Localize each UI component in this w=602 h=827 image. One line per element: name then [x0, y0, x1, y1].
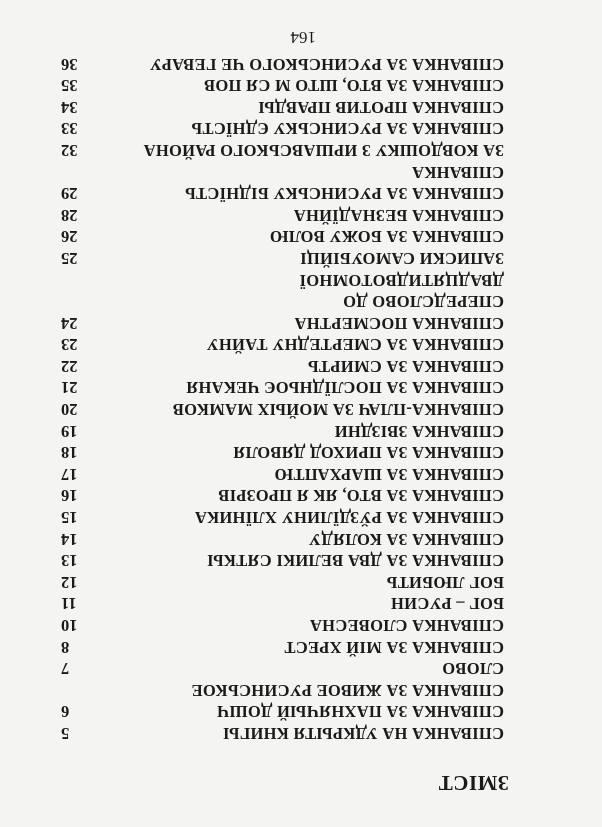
toc-entry-title: СПІВАНКА ЗВІЗДНИ: [334, 421, 504, 441]
toc-entry-page: 22: [61, 356, 78, 376]
toc-entry: [61, 355, 504, 377]
toc-entry-title: БОГ ЛЮБИТЬ: [386, 572, 504, 592]
toc-entry-page: 16: [61, 486, 78, 506]
toc-entry: [61, 291, 504, 313]
toc-entry-title: СПІВАНКА ЗА ПРИХОД ДЯВОЛЯ: [233, 443, 504, 463]
toc-entry-page: 6: [61, 702, 70, 722]
toc-entry-page: 15: [61, 508, 78, 528]
toc-entry-page: 29: [61, 184, 78, 204]
toc-entry-page: 13: [61, 551, 78, 571]
page-number: 164: [290, 28, 316, 47]
toc-entry-title: СПІВАНКА ЗА МІЙ ХРЕСТ: [284, 637, 504, 657]
toc-entry: [61, 226, 504, 248]
toc-entry-title: СПІВАНКА ЗА РЎЗДЇЛИНУ ХЛЇНИКА: [194, 508, 504, 528]
toc-entry-title: СПЕРЕДСЛОВО ДО: [342, 292, 504, 312]
toc-entry-page: 12: [61, 572, 78, 592]
toc-entry-page: 23: [61, 335, 78, 355]
toc-entry: [61, 658, 504, 680]
toc-entry: [61, 75, 504, 97]
toc-entry-title: СПІВАНКА ЗА ШАРХАПТЮ: [274, 464, 504, 484]
toc-entry: [61, 485, 504, 507]
toc-entry-title: СПІВАНКА БЕЗНАДЇЙНА: [293, 205, 504, 225]
toc-entry-title: СПІВАНКА ЗА СМИРТЬ: [307, 356, 504, 376]
toc-entry-page: 11: [61, 594, 77, 614]
toc-entry-title: СПІВАНКА ПРОТИВ ПРАВДЫ: [258, 97, 504, 117]
toc-entry-page: 7: [61, 659, 70, 679]
toc-entry-page: 24: [61, 313, 78, 333]
toc-entry: [61, 53, 504, 75]
toc-entry: [61, 506, 504, 528]
toc-entry-page: 25: [61, 248, 78, 268]
toc-entry-title: СПІВАНКА ЗА РУСИНСЬКУ БІДНЇСТЬ: [184, 184, 504, 204]
toc-entry: [61, 550, 504, 572]
toc-entry: [61, 96, 504, 118]
toc-entry-title: СПІВАНКА ЗА ЖИВОЕ РУСИНСЬКОЕ: [191, 680, 504, 700]
toc-entry: [61, 139, 504, 161]
toc-entry-page: 5: [61, 724, 70, 743]
toc-entry-page: 10: [61, 616, 78, 636]
toc-entry: [61, 722, 504, 744]
toc-entry-title: СПІВАНКА ЗА СМЕРТЕДНУ ТАЙНУ: [206, 335, 504, 355]
toc-entry: [61, 593, 504, 615]
toc-entry: [61, 312, 504, 334]
toc-entry: [61, 571, 504, 593]
toc-entry-title: СПІВАНКА ЗА БОЖУ ВОЛЮ: [269, 227, 504, 247]
toc-entry: [61, 442, 504, 464]
toc-entry: [61, 528, 504, 550]
toc-entry-title: БОГ – РУСИН: [390, 594, 504, 614]
toc-entry-title: СПІВАНКА СЛОВЕСНА: [309, 616, 504, 636]
toc-entry-page: 35: [61, 76, 78, 96]
toc-entry-page: 34: [61, 97, 78, 117]
toc-entry: [61, 420, 504, 442]
toc-entry: [61, 463, 504, 485]
page-title: ЗМІСТ: [438, 771, 509, 795]
toc-entry: [61, 377, 504, 399]
toc-entry-page: 18: [61, 443, 78, 463]
toc-entry-title: СПІВАНКА ЗА КОЛЯДУ: [308, 529, 504, 549]
toc-entry-page: 33: [61, 119, 78, 139]
toc-entry-page: 21: [61, 378, 78, 398]
toc-entry-page: 26: [61, 227, 78, 247]
toc-entry: [61, 183, 504, 205]
toc-entry-title: СПІВАНКА ЗА ДВА ВЕЛИКІ СЯТКЫ: [207, 551, 504, 571]
toc-entry: [61, 161, 504, 183]
table-of-contents: [61, 53, 504, 744]
toc-entry-page: 14: [61, 529, 78, 549]
toc-entry: [61, 247, 504, 269]
toc-entry-title: СПІВАНКА ПОСМЕРТНА: [294, 313, 504, 333]
toc-entry: [61, 269, 504, 291]
toc-entry-title: СПІВАНКА ЗА ПОСЛЇДНЬОЄ ЧЕКАНЯ: [185, 378, 504, 398]
toc-entry: [61, 636, 504, 658]
toc-entry-page: 8: [61, 637, 70, 657]
toc-entry: [61, 204, 504, 226]
toc-entry-title: СПІВАНКА ЗА ПАХНЯЧЫЙ ДОШЧ: [216, 702, 504, 722]
toc-entry-title: ЗАПИСКИ САМОУБІЙЦІ: [299, 248, 504, 268]
toc-entry-title: ДВАДЦЯТИДВОТОМНОЇ: [299, 270, 504, 290]
toc-entry-page: 28: [61, 205, 78, 225]
toc-entry: [61, 118, 504, 140]
toc-entry-page: 20: [61, 400, 78, 420]
toc-entry: [61, 701, 504, 723]
toc-entry-page: 19: [61, 421, 78, 441]
toc-entry-title: ЗА КОВДОШКУ З ИРШАВСЬКОГО РАЙОНА: [143, 140, 504, 160]
toc-entry-title: СПІВАНКА ЗА РУСИНСЬКОГО ЧЕ ГЕВАРУ: [149, 54, 504, 74]
toc-entry-title: СПІВАНКА НА УДКРЫТЯ КНИГЫ: [222, 724, 504, 743]
toc-entry: [61, 614, 504, 636]
toc-entry: [61, 399, 504, 421]
toc-entry-title: СПІВАНКА ЗА ВТО, ШТО М СЯ ПОВ: [203, 76, 504, 96]
toc-entry-title: СПІВАНКА: [411, 162, 504, 182]
toc-entry: [61, 334, 504, 356]
toc-entry: [61, 679, 504, 701]
toc-entry-page: 17: [61, 464, 78, 484]
toc-entry-title: СПІВАНКА ЗА ВТО, ЯК Я ПРОЗРІВ: [218, 486, 504, 506]
toc-entry-title: СЛОВО: [442, 659, 504, 679]
toc-entry-title: СПІВАНКА ЗА РУСИНСЬКУ ЄДНЇСТЬ: [190, 119, 504, 139]
toc-entry-page: 32: [61, 140, 78, 160]
toc-entry-title: СПІВАНКА-ПЛАЧ ЗА МОЙЫХ МАМКОВ: [172, 400, 504, 420]
toc-entry-page: 36: [61, 54, 78, 74]
